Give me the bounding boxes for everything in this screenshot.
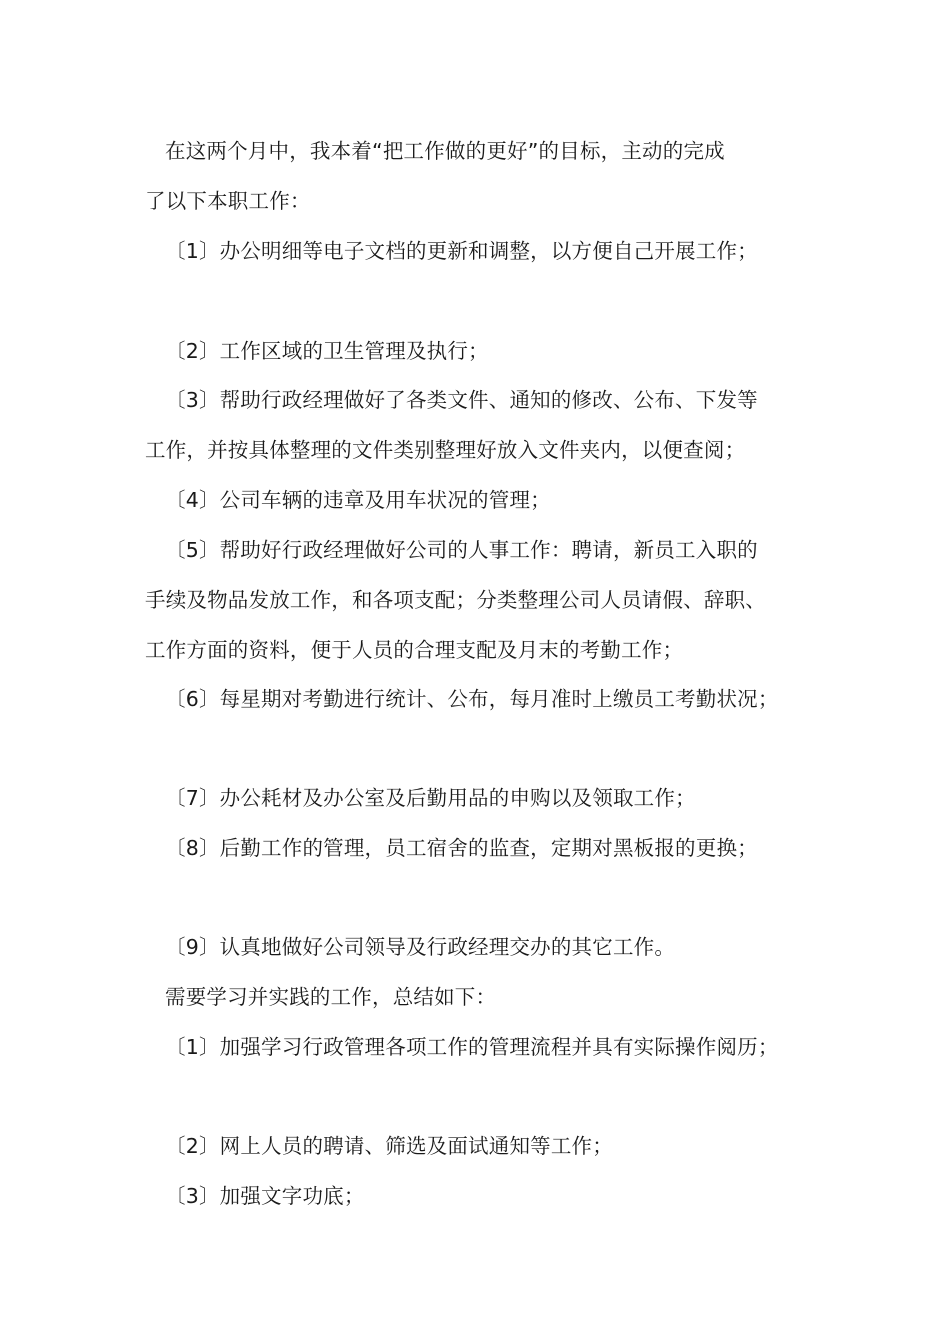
- list-item-5-line-3: 工作方面的资料，便于人员的合理支配及月末的考勤工作；: [145, 638, 684, 662]
- list-item-8: 〔8〕后勤工作的管理，员工宿舍的监查，定期对黑板报的更换；: [165, 836, 758, 860]
- list-item-2: 〔2〕工作区域的卫生管理及执行；: [165, 339, 489, 363]
- list-item-4: 〔4〕公司车辆的违章及用车状况的管理；: [165, 488, 551, 512]
- list-item-5-line-2: 手续及物品发放工作，和各项支配；分类整理公司人员请假、辞职、: [145, 588, 766, 612]
- todo-item-1: 〔1〕加强学习行政管理各项工作的管理流程并具有实际操作阅历；: [165, 1035, 779, 1059]
- list-item-3-line-1: 〔3〕帮助行政经理做好了各类文件、通知的修改、公布、下发等: [165, 388, 758, 412]
- list-item-6: 〔6〕每星期对考勤进行统计、公布，每月准时上缴员工考勤状况；: [165, 687, 779, 711]
- list-item-3-line-2: 工作，并按具体整理的文件类别整理好放入文件夹内，以便查阅；: [145, 438, 746, 462]
- summary-heading: 需要学习并实践的工作，总结如下：: [165, 985, 497, 1009]
- list-item-1: 〔1〕办公明细等电子文档的更新和调整，以方便自己开展工作；: [165, 239, 758, 263]
- todo-item-3: 〔3〕加强文字功底；: [165, 1184, 365, 1208]
- list-item-5-line-1: 〔5〕帮助好行政经理做好公司的人事工作：聘请，新员工入职的: [165, 538, 758, 562]
- paragraph-intro-line-1: 在这两个月中，我本着“把工作做的更好”的目标，主动的完成: [165, 139, 725, 163]
- paragraph-intro-line-2: 了以下本职工作：: [145, 189, 311, 213]
- todo-item-2: 〔2〕网上人员的聘请、筛选及面试通知等工作；: [165, 1134, 613, 1158]
- list-item-7: 〔7〕办公耗材及办公室及后勤用品的申购以及领取工作；: [165, 786, 696, 810]
- list-item-9: 〔9〕认真地做好公司领导及行政经理交办的其它工作。: [165, 935, 676, 959]
